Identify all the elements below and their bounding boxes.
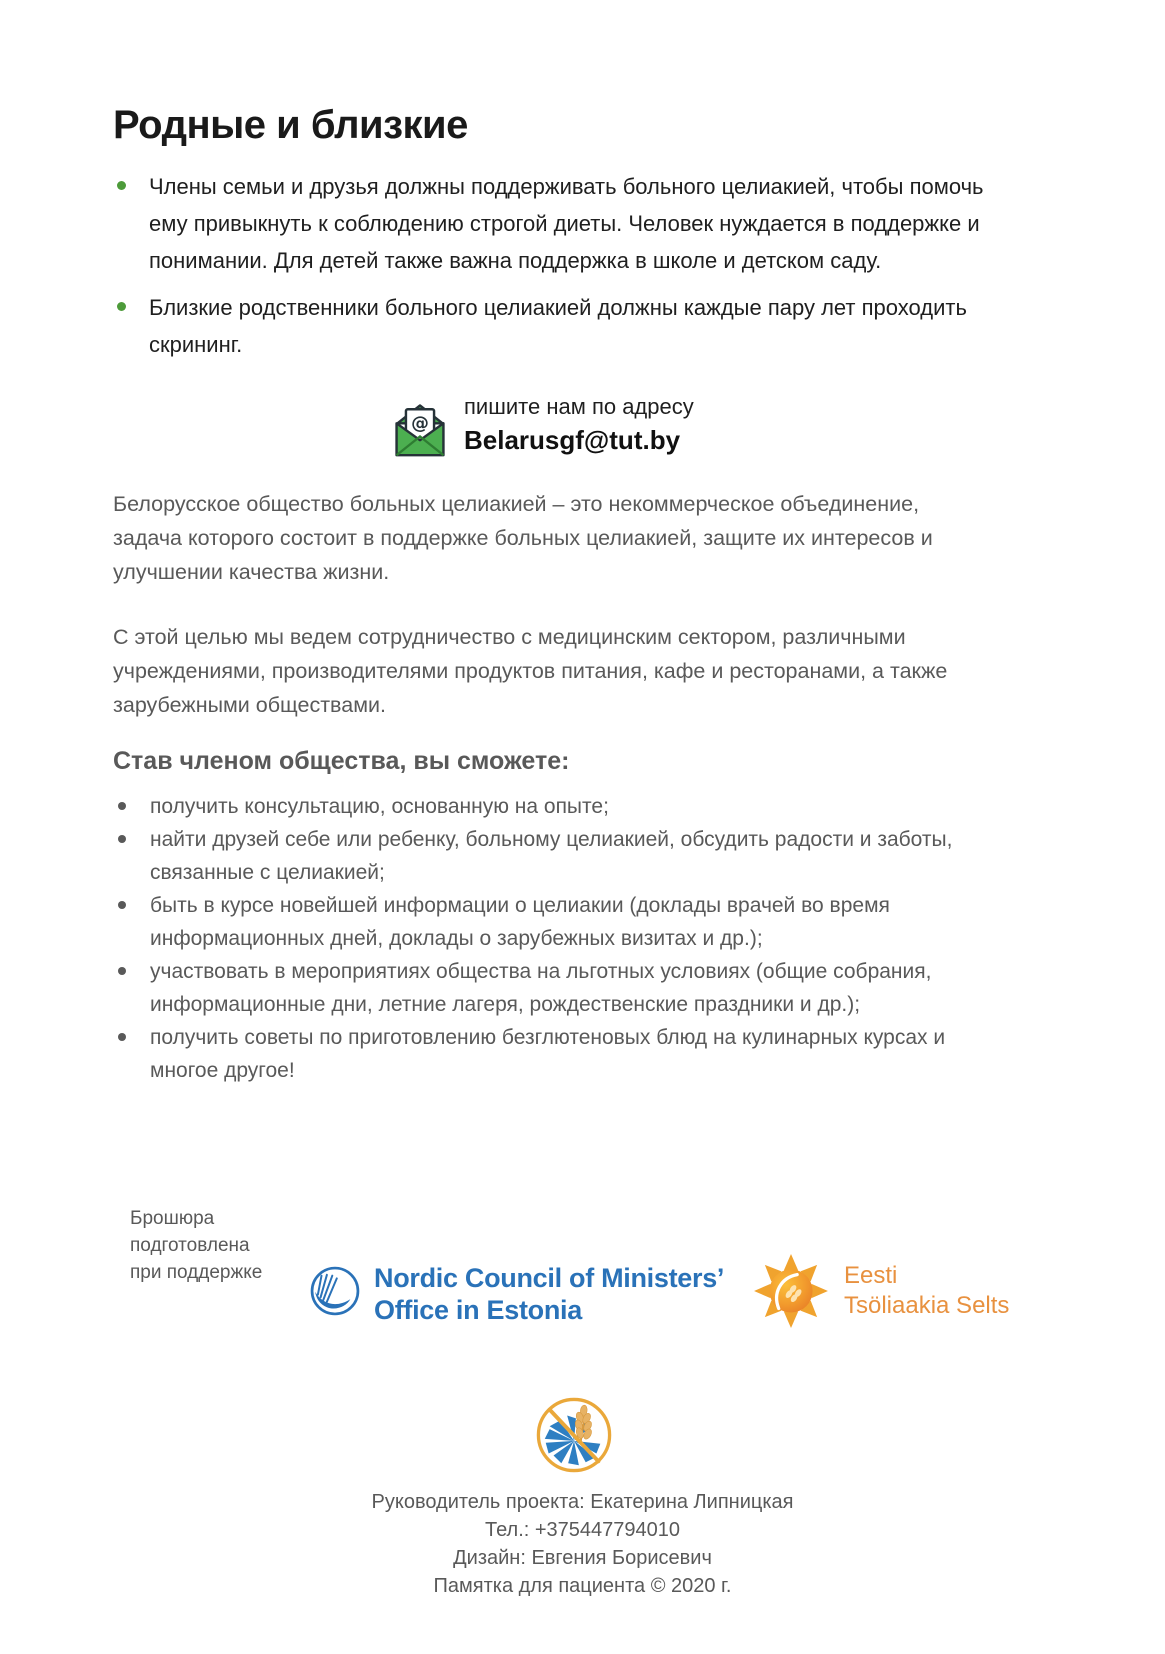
eesti-logo-text bbox=[844, 1261, 1009, 1321]
support-note-line: при поддержке bbox=[130, 1262, 263, 1283]
list-item-text: найти друзей себе или ребенку, больному целиакией, обсудить радости и заботы, связанные с целиакией; bbox=[150, 828, 953, 884]
footer-line-design: Дизайн: Евгения Борисевич bbox=[453, 1547, 712, 1569]
bullet-icon bbox=[118, 802, 126, 810]
footer-line-copyright: Памятка для пациента © 2020 г. bbox=[433, 1575, 732, 1597]
support-note bbox=[130, 1205, 262, 1286]
nordic-logo-line1: Nordic Council of Ministers’ bbox=[374, 1263, 725, 1293]
list-item-text: получить советы по приготовлению безглютеновых блюд на кулинарных курсах и многое другое! bbox=[150, 1026, 946, 1082]
bullet-icon bbox=[118, 1033, 126, 1041]
eesti-logo-line1: Eesti bbox=[844, 1262, 898, 1289]
page-title: Родные и близкие bbox=[113, 103, 468, 147]
eesti-tsoliaakia-selts-logo bbox=[752, 1252, 1009, 1330]
nordic-swan-icon bbox=[308, 1264, 362, 1318]
list-item bbox=[113, 289, 1003, 363]
footer-line-project-lead: Руководитель проекта: Екатерина Липницкая bbox=[371, 1491, 794, 1513]
paragraph-society-description: Белорусское общество больных целиакией – это некоммерческое объединение, задача которого состоит в поддержке больных целиакией, защите их интересов и улучшении качества жизни. bbox=[113, 492, 933, 584]
bullet-icon bbox=[118, 835, 126, 843]
intro-bullet-list bbox=[113, 168, 1003, 373]
list-item bbox=[113, 889, 1013, 955]
email-label: пишите нам по адресу bbox=[464, 394, 694, 419]
list-item-text: получить консультацию, основанную на опыте; bbox=[150, 795, 609, 818]
footer-credits bbox=[0, 1488, 1165, 1600]
sun-crossed-wheat-icon bbox=[752, 1252, 830, 1330]
list-item-text: участвовать в мероприятиях общества на льготных условиях (общие собрания, информационные дни, летние лагеря, рождественские праздники и др.); bbox=[150, 960, 932, 1016]
bullet-icon bbox=[118, 967, 126, 975]
nordic-logo-line2: Office in Estonia bbox=[374, 1295, 582, 1325]
svg-text:@: @ bbox=[411, 412, 429, 434]
paragraph-cooperation: С этой целью мы ведем сотрудничество с медицинским сектором, различными учреждениями, производителями продуктов питания, кафе и ресторанами, а также зарубежными обществами. bbox=[113, 625, 948, 717]
list-item bbox=[113, 168, 1003, 279]
bullet-icon bbox=[118, 901, 126, 909]
green-bullet-icon bbox=[117, 302, 126, 311]
list-item-text: быть в курсе новейшей информации о целиакии (доклады врачей во время информационных дней, доклады о зарубежных визитах и др.); bbox=[150, 894, 890, 950]
email-envelope-icon bbox=[390, 397, 450, 459]
membership-benefit-list bbox=[113, 790, 1013, 1087]
membership-heading: Став членом общества, вы сможете: bbox=[113, 747, 570, 775]
support-note-line: Брошюра bbox=[130, 1208, 215, 1229]
footer-line-phone: Тел.: +375447794010 bbox=[484, 1519, 681, 1541]
list-item bbox=[113, 1021, 1013, 1087]
list-item bbox=[113, 790, 1013, 823]
crossed-wheat-cornflower-icon bbox=[535, 1396, 613, 1474]
nordic-logo-text bbox=[374, 1262, 724, 1326]
sponsors-row bbox=[0, 1200, 1165, 1350]
green-bullet-icon bbox=[117, 181, 126, 190]
contact-email-block bbox=[390, 392, 694, 459]
list-item bbox=[113, 955, 1013, 1021]
eesti-logo-line2: Tsöliaakia Selts bbox=[844, 1292, 1010, 1319]
nordic-council-logo bbox=[308, 1262, 724, 1326]
list-item bbox=[113, 823, 1013, 889]
list-item-text: Близкие родственники больного целиакией должны каждые пару лет проходить скрининг. bbox=[149, 295, 967, 357]
email-texts bbox=[464, 392, 694, 458]
support-note-line: подготовлена bbox=[130, 1235, 250, 1256]
list-item-text: Члены семьи и друзья должны поддерживать больного целиакией, чтобы помочь ему привыкнуть к соблюдению строгой диеты. Человек нуждается в поддержке и понимании. Для детей также важна поддержка в школе и детском саду. bbox=[149, 174, 984, 273]
email-address: Belarusgf@tut.by bbox=[464, 425, 681, 455]
